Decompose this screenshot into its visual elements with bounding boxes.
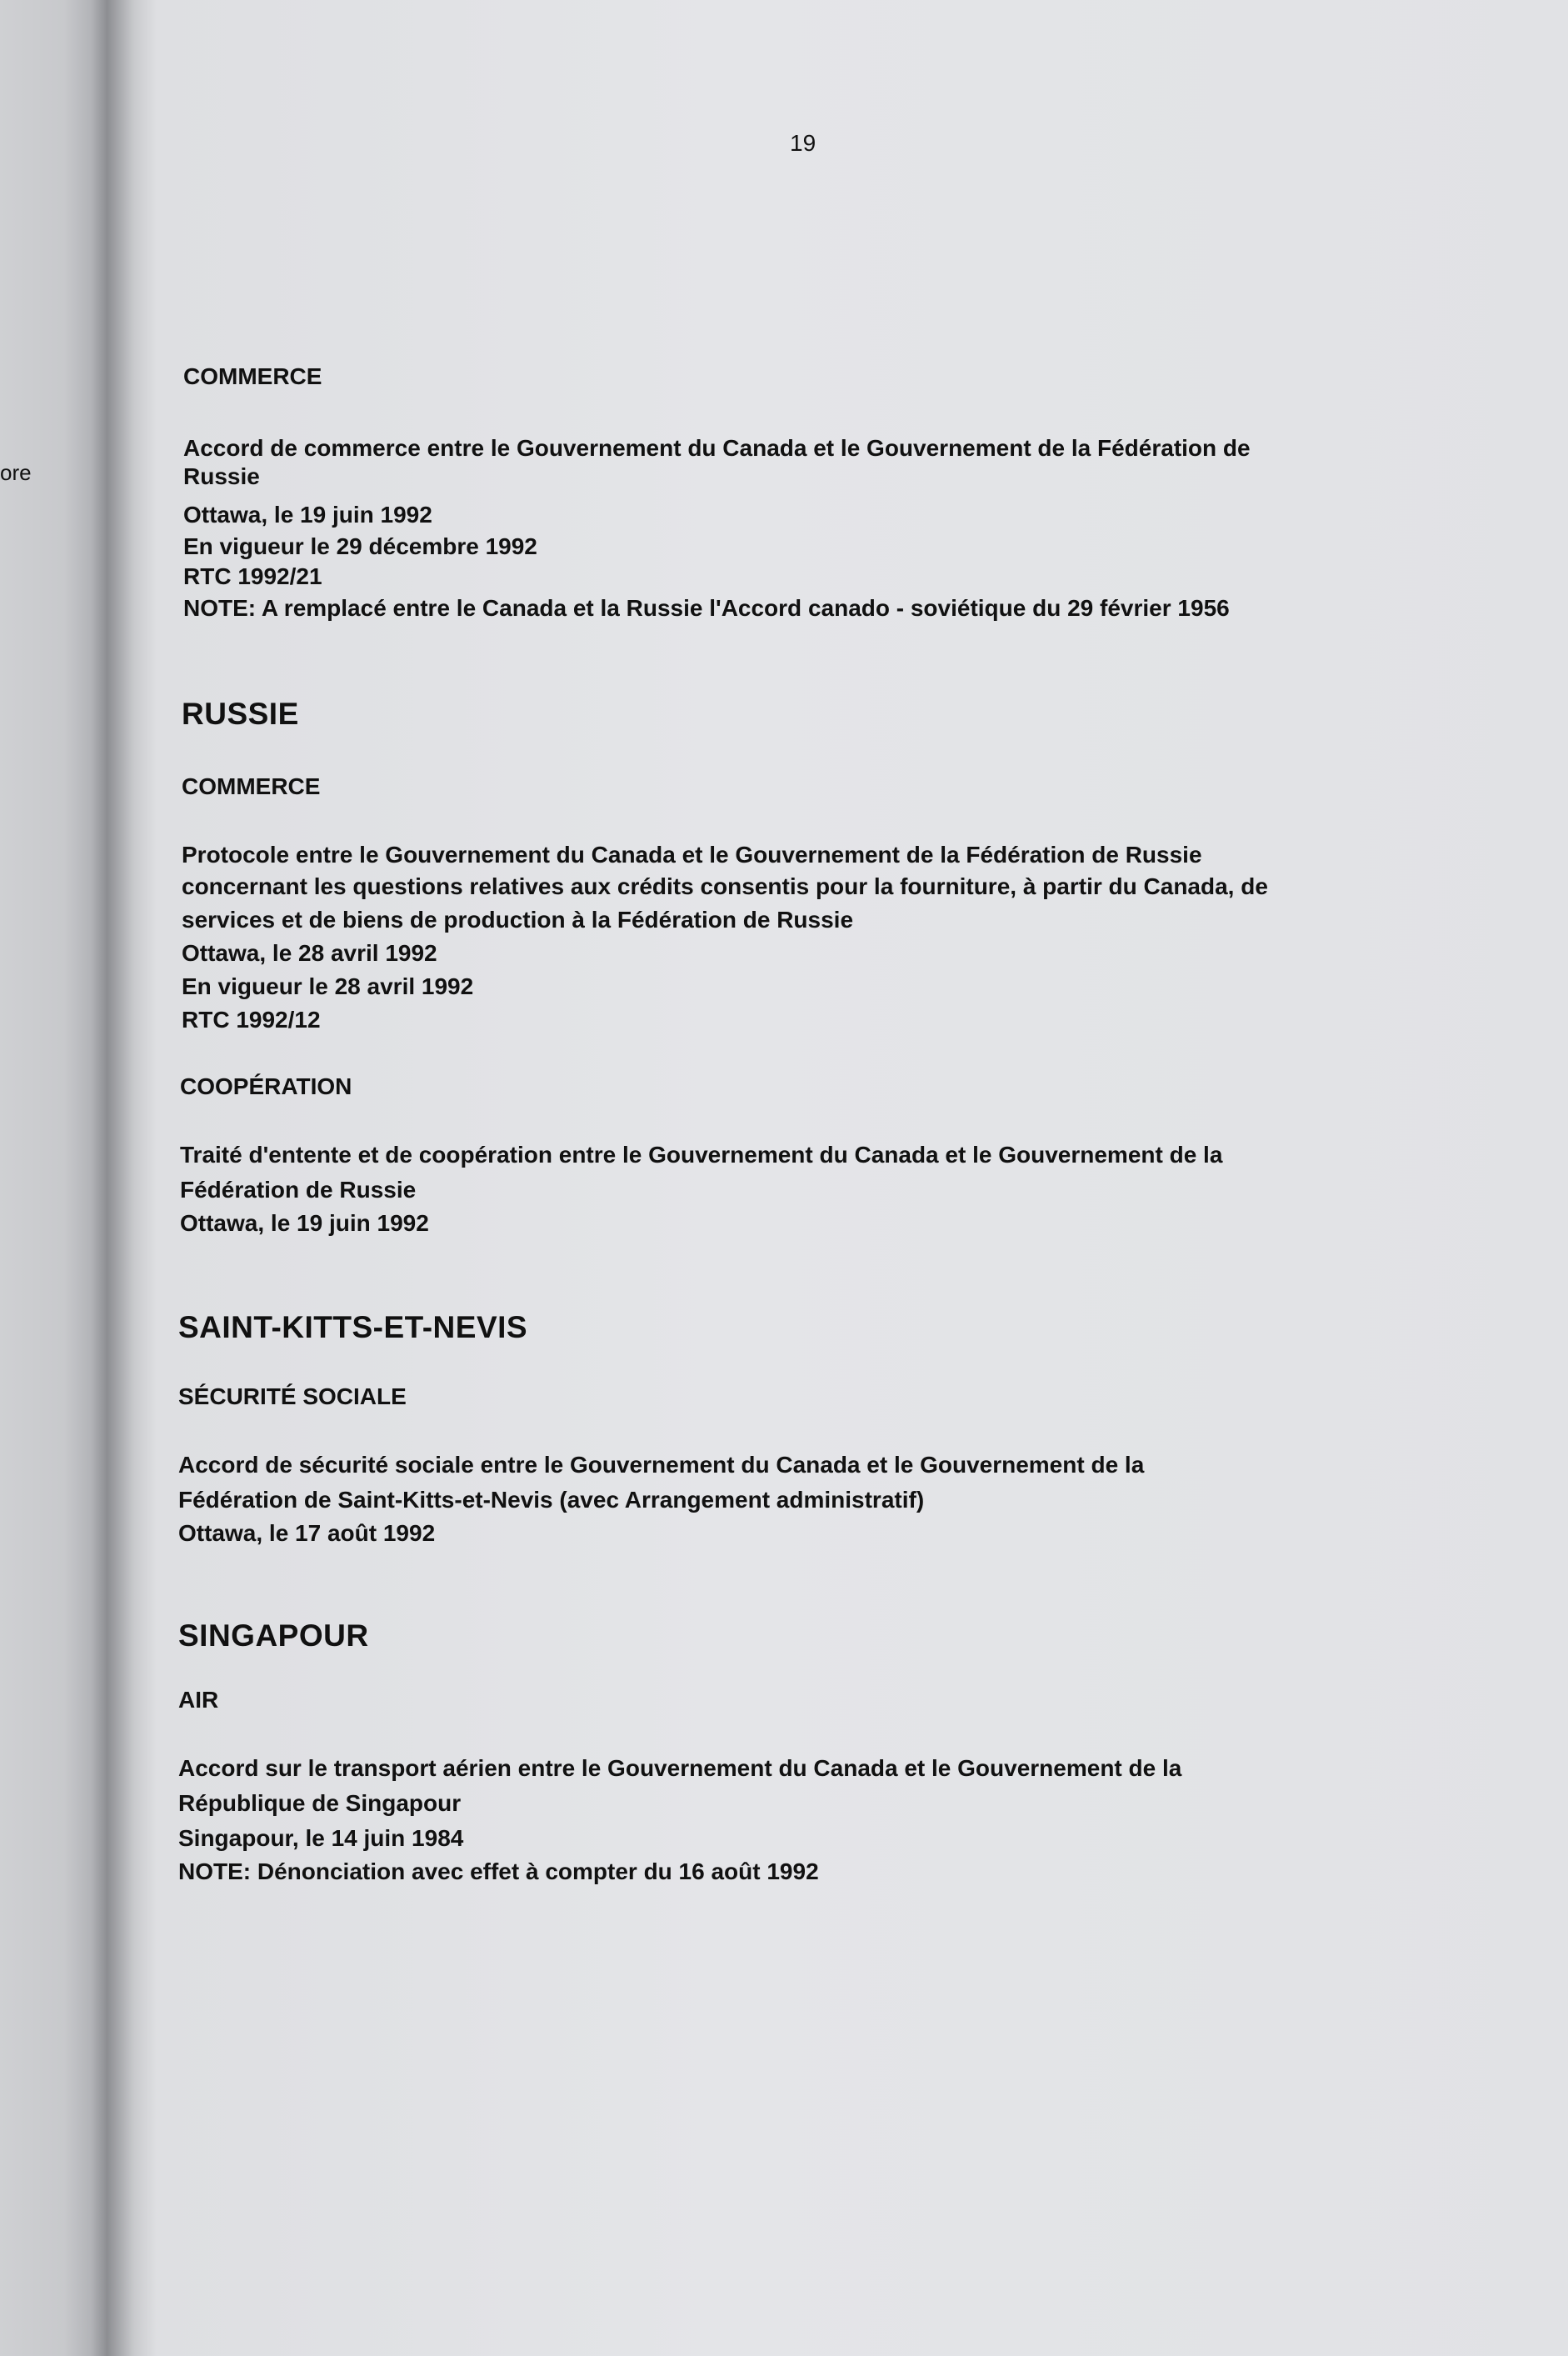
entry-line: En vigueur le 28 avril 1992 <box>182 973 474 999</box>
entry-line: Protocole entre le Gouvernement du Canada et le Gouvernement de la Fédération de Russie <box>182 842 1202 868</box>
entry-line: Accord de sécurité sociale entre le Gouvernement du Canada et le Gouvernement de la <box>178 1452 1145 1478</box>
topic-heading-securite-sociale: SÉCURITÉ SOCIALE <box>178 1383 407 1409</box>
entry-note: NOTE: Dénonciation avec effet à compter du 16 août 1992 <box>178 1858 819 1884</box>
document-page <box>157 0 1568 2356</box>
entry-line: Accord de commerce entre le Gouvernement du Canada et le Gouvernement de la Fédération de <box>183 435 1251 461</box>
entry-line: Ottawa, le 19 juin 1992 <box>183 502 432 528</box>
page-number: 19 <box>790 130 816 156</box>
entry-line: Traité d'entente et de coopération entre le Gouvernement du Canada et le Gouvernement de la <box>180 1142 1223 1168</box>
topic-heading-cooperation: COOPÉRATION <box>180 1073 352 1099</box>
country-heading-singapour: SINGAPOUR <box>178 1618 369 1653</box>
entry-line: concernant les questions relatives aux crédits consentis pour la fourniture, à partir du Canada, de <box>182 873 1268 899</box>
entry-line: Ottawa, le 28 avril 1992 <box>182 940 437 966</box>
entry-line: Fédération de Russie <box>180 1177 417 1203</box>
entry-line: Ottawa, le 17 août 1992 <box>178 1520 436 1546</box>
entry-line: RTC 1992/12 <box>182 1007 321 1033</box>
country-heading-saint-kitts-et-nevis: SAINT-KITTS-ET-NEVIS <box>178 1310 528 1344</box>
entry-line: RTC 1992/21 <box>183 563 322 589</box>
entry-line: Accord sur le transport aérien entre le Gouvernement du Canada et le Gouvernement de la <box>178 1755 1182 1781</box>
topic-heading-commerce: COMMERCE <box>183 363 322 389</box>
entry-line: Fédération de Saint-Kitts-et-Nevis (avec Arrangement administratif) <box>178 1487 925 1513</box>
previous-page-text-fragment: ore <box>0 460 32 485</box>
book-binding-gutter <box>107 0 157 2356</box>
topic-heading-commerce: COMMERCE <box>182 773 321 799</box>
entry-line: Russie <box>183 463 260 489</box>
country-heading-russie: RUSSIE <box>182 697 299 731</box>
topic-heading-air: AIR <box>178 1687 219 1713</box>
entry-line: En vigueur le 29 décembre 1992 <box>183 533 537 559</box>
entry-note: NOTE: A remplacé entre le Canada et la Russie l'Accord canado - soviétique du 29 février 1956 <box>183 595 1230 621</box>
entry-line: République de Singapour <box>178 1790 462 1816</box>
previous-page-edge <box>0 0 107 2356</box>
entry-line: services et de biens de production à la Fédération de Russie <box>182 907 854 933</box>
entry-line: Singapour, le 14 juin 1984 <box>178 1825 464 1851</box>
entry-line: Ottawa, le 19 juin 1992 <box>180 1210 429 1236</box>
